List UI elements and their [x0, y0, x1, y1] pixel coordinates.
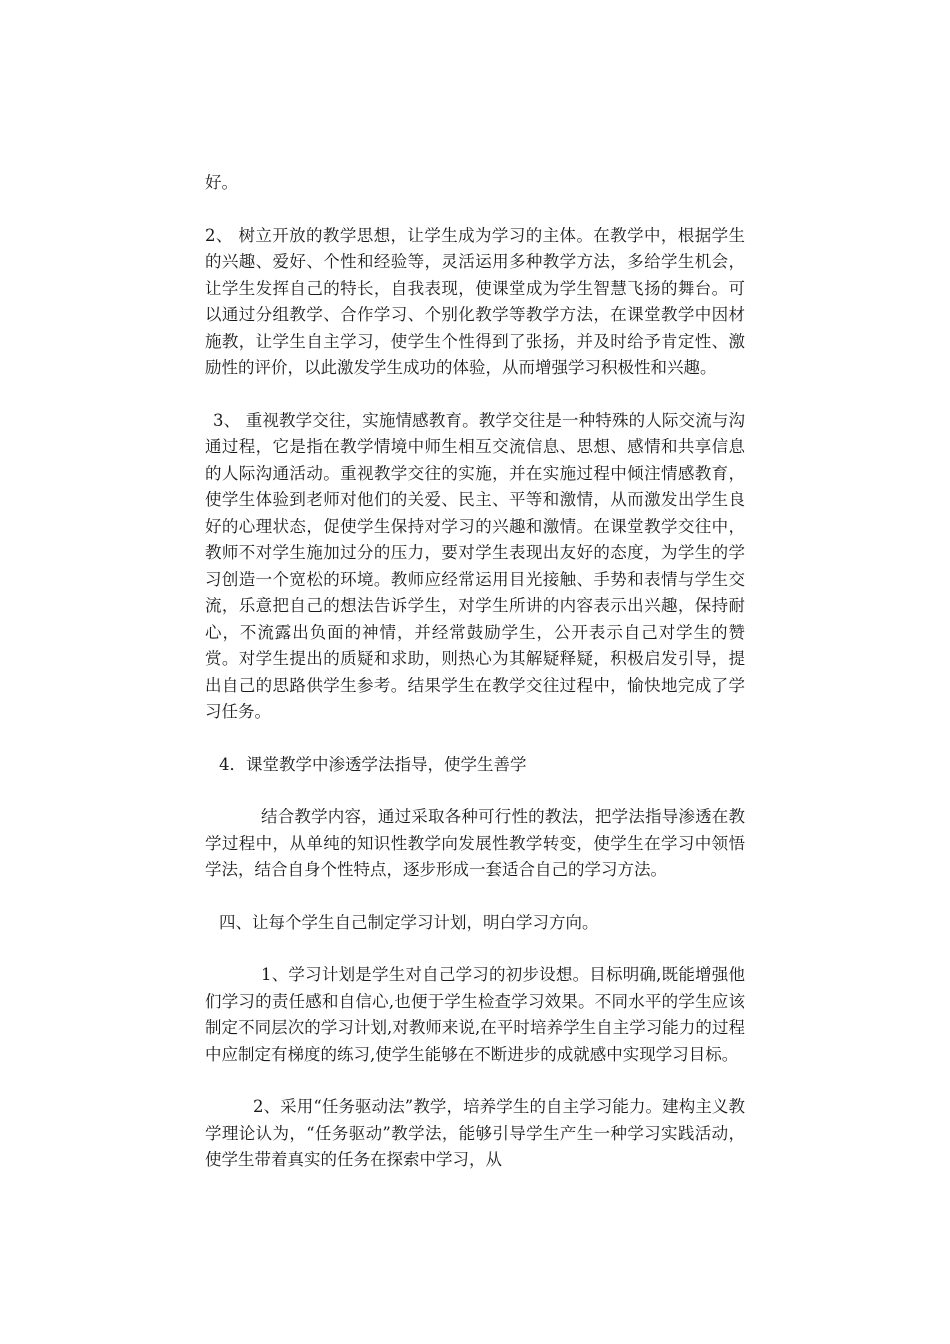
paragraph-item-2: 2、 树立开放的教学思想，让学生成为学习的主体。在教学中，根据学生的兴趣、爱好、个性和经验等，灵活运用多种教学方法，多给学生机会，让学生发挥自己的特长，自我表现，使课堂成为学生智慧飞扬的舞台。可以通过分组教学、合作学习、个别化教学等教学方法，在课堂教学中因材施教，让学生自主学习，使学生个性得到了张扬，并及时给予肯定性、激励性的评价，以此激发学生成功的体验，从而增强学习积极性和兴趣。 [205, 225, 745, 377]
paragraph-continuation: 好。 [205, 173, 238, 192]
document-body [205, 170, 745, 1200]
heading-item-4: 4．课堂教学中渗透学法指导，使学生善学 [219, 754, 527, 774]
paragraph-section-four-1: 1、学习计划是学生对自己学习的初步设想。目标明确,既能增强他们学习的责任感和自信心,也便于学生检查学习效果。不同水平的学生应该制定不同层次的学习计划,对教师来说,在平时培养学生自主学习能力的过程中应制定有梯度的练习,使学生能够在不断进步的成就感中实现学习目标。 [205, 965, 745, 1064]
paragraph-item-3: 3、 重视教学交往，实施情感教育。教学交往是一种特殊的人际交流与沟通过程，它是指在教学情境中师生相互交流信息、思想、感情和共享信息的人际沟通活动。重视教学交往的实施，并在实施过程中倾注情感教育，使学生体验到老师对他们的关爱、民主、平等和激情，从而激发出学生良好的心理状态，促使学生保持对学习的兴趣和激情。在课堂教学交往中，教师不对学生施加过分的压力，要对学生表现出友好的态度，为学生的学习创造一个宽松的环境。教师应经常运用目光接触、手势和表情与学生交流，乐意把自己的想法告诉学生，对学生所讲的内容表示出兴趣，保持耐心，不流露出负面的神情，并经常鼓励学生，公开表示自己对学生的赞赏。对学生提出的质疑和求助，则热心为其解疑释疑，积极启发引导，提出自己的思路供学生参考。结果学生在教学交往过程中，愉快地完成了学习任务。 [205, 410, 745, 721]
paragraph-item-4-body: 结合教学内容，通过采取各种可行性的教法，把学法指导渗透在教学过程中，从单纯的知识性教学向发展性教学转变，使学生在学习中领悟学法，结合自身个性特点，逐步形成一套适合自己的学习方法。 [205, 807, 745, 879]
paragraph-section-four-2: 2、采用“任务驱动法”教学，培养学生的自主学习能力。建构主义教学理论认为，“任务驱动”教学法，能够引导学生产生一种学习实践活动，使学生带着真实的任务在探索中学习，从 [205, 1097, 745, 1169]
section-heading-four: 四、让每个学生自己制定学习计划，明白学习方向。 [219, 912, 599, 932]
